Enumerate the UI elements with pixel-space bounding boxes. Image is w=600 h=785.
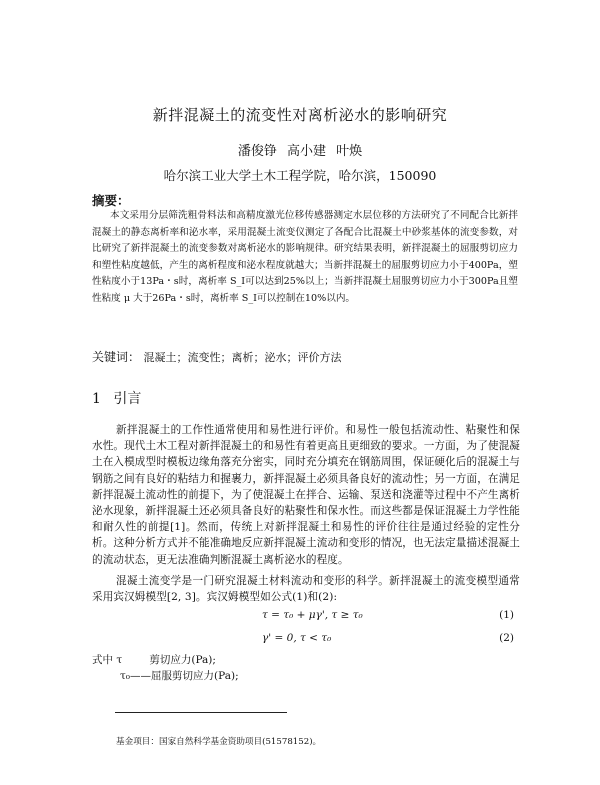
footnote-divider [115, 712, 287, 713]
symbol-definition [92, 652, 216, 667]
abstract-text: 本文采用分层筛洗粗骨料法和高精度激光位移传感器测定水层位移的方法研究了不同配合比新拌混凝土的静态离析率和泌水率，采用混凝土流变仪测定了各配合比混凝土中砂浆基体的流变参数，对比研究了新拌混凝土的流变参数对离析泌水的影响规律。研究结果表明，新拌混凝土的屈服剪切应力和塑性粘度越低，产生的离析程度和泌水程度就越大；当新拌混凝土的屈服剪切应力小于400Pa，塑性粘度小于13Pa・s时，离析率 S_I可以达到25%以上；当新拌混凝土屈服剪切应力小于300Pa且塑性粘度 μ 大于26Pa・s时，离析率 S_I可以控制在10%以内。 [92, 210, 518, 304]
symbol-definition: τ₀——屈服剪切应力(Pa); [120, 670, 239, 682]
author-name: 叶焕 [336, 144, 363, 159]
body-paragraph: 新拌混凝土的工作性通常使用和易性进行评价。和易性一般包括流动性、粘聚性和保水性。现代土木工程对新拌混凝土的和易性有着更高且更细致的要求。一方面，为了使混凝土在入模成型时模板边缘角落充分密实，同时充分填充在钢筋周围，保证硬化后的混凝土与钢筋之间有良好的粘结力和握裹力，新拌混凝土必须具备良好的流动性；另一方面，在满足新拌混凝土流动性的前提下，为了使混凝土在拌合、运输、泵送和浇灌等过程中不产生离析泌水现象，新拌混凝土还必须具备良好的粘聚性和保水性。而这些都是保证混凝土力学性能和耐久性的前提[1]。然而，传统上对新拌混凝土和易性的评价往往是通过经验的定性分析。这种分析方式并不能准确地反应新拌混凝土流动和变形的情况，也无法定量描述混凝土的流动状态，更无法准确判断混凝土离析泌水的程度。 [92, 424, 520, 566]
equation: τ = τ₀ + μγ', τ ≥ τ₀ [262, 609, 363, 621]
abstract-heading: 摘要： [92, 193, 130, 208]
equation-number: (2) [499, 632, 514, 644]
keywords-text: 混凝土；流变性；离析；泌水；评价方法 [143, 351, 342, 364]
keywords-line [92, 348, 342, 365]
paper-title: 新拌混凝土的流变性对离析泌水的影响研究 [152, 106, 448, 124]
definition-text: 剪切应力(Pa); [149, 654, 216, 666]
equation-number: (1) [499, 609, 514, 621]
footnote: 基金项目：国家自然科学基金资助项目(51578152)。 [116, 737, 322, 747]
author-list [0, 140, 600, 159]
author-name: 潘俊铮 [237, 144, 277, 159]
affiliation: 哈尔滨工业大学土木工程学院，哈尔滨，150090 [163, 168, 437, 183]
keywords-label: 关键词： [92, 350, 141, 364]
definition-intro: 式中 τ [92, 654, 123, 666]
section-title: 引言 [113, 391, 142, 407]
equation: γ' = 0, τ < τ₀ [262, 632, 332, 644]
author-name: 高小建 [286, 144, 326, 159]
section-number: 1 [92, 391, 101, 407]
body-paragraph: 混凝土流变学是一门研究混凝土材料流动和变形的科学。新拌混凝土的流变模型通常采用宾汉姆模型[2, 3]。宾汉姆模型如公式(1)和(2): [92, 575, 520, 604]
section-heading [92, 388, 141, 408]
